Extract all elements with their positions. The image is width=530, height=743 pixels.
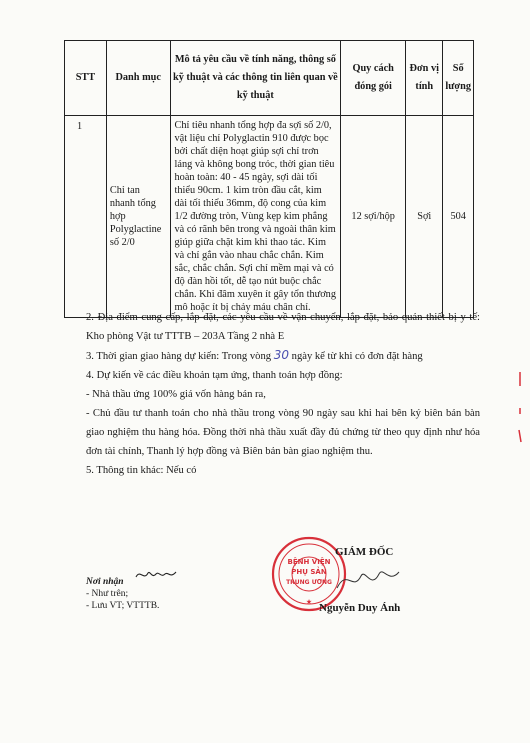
body-section	[86, 308, 480, 480]
recipient-line: - Như trên;	[86, 589, 129, 599]
svg-text:★: ★	[305, 598, 313, 606]
paragraph-other-info: 5. Thông tin khác: Nếu có	[86, 465, 197, 476]
edge-ink-marks	[514, 368, 526, 458]
recipient-line: - Lưu VT; VTTTB.	[86, 601, 160, 611]
header-danh-muc: Danh mục	[106, 41, 170, 116]
header-so-luong: Số lượng	[443, 41, 474, 116]
director-title: GIÁM ĐỐC	[335, 546, 394, 558]
cell-don-vi: Sợi	[406, 116, 443, 318]
delivery-time-suffix: ngày kể từ khi có đơn đặt hàng	[289, 351, 423, 362]
director-signature	[333, 562, 403, 596]
header-don-vi: Đơn vị tính	[406, 41, 443, 116]
header-mo-ta: Mô tả yêu cầu về tính năng, thông số kỹ thuật và các thông tin liên quan về kỹ thuật	[170, 41, 341, 116]
delivery-time-prefix: 3. Thời gian giao hàng dự kiến: Trong vòng	[86, 351, 274, 362]
svg-text:PHỤ SẢN: PHỤ SẢN	[291, 568, 327, 576]
director-name: Nguyễn Duy Ánh	[319, 602, 401, 614]
cell-so-luong: 504	[443, 116, 474, 318]
spec-table	[64, 40, 474, 318]
initials-signature	[134, 567, 178, 583]
svg-text:TRUNG ƯƠNG: TRUNG ƯƠNG	[286, 579, 332, 586]
cell-mo-ta: Chỉ tiêu nhanh tổng hợp đa sợi số 2/0, vật liệu chỉ Polyglactin 910 được bọc bởi chất diện hoạt giúp sợi chỉ trơn láng và không bong tróc, thời gian tiêu hoàn toàn: 40 - 45 ngày, sợi dài tối thiểu 90cm. 1 kim tròn đầu cắt, kim dài tối thiểu 36mm, độ cong của kim 1/2 đường tròn, Vùng kẹp kim phẳng và có rãnh bên trong và ngoài thân kim giúp giữa chặt kim khi thao tác. Kim và chỉ gắn vào nhau chắc chắn. Kim sắc, chắc chắn. Sợi chỉ mềm mại và có độ đàn hồi tốt, dễ tạo nút buộc chắc chắn. Khi đâm xuyên ít gây tổn thương mô hoặc ít bị chảy máu chân chỉ.	[170, 116, 341, 318]
header-quy-cach: Quy cách đóng gói	[341, 41, 406, 116]
recipients-title: Nơi nhận	[86, 577, 124, 587]
table-header-row	[65, 41, 474, 116]
cell-quy-cach: 12 sợi/hộp	[341, 116, 406, 318]
paragraph-delivery-time	[86, 346, 480, 366]
handwritten-days: 30	[273, 348, 289, 362]
cell-stt: 1	[65, 116, 107, 318]
paragraph-payment-schedule: - Chủ đầu tư thanh toán cho nhà thầu trong vòng 90 ngày sau khi hai bên ký biên bản bàn giao nghiệm thu hàng hóa. Đồng thời nhà thầu xuất đầy đủ chứng từ theo quy định như hóa đơn tài chính, Thanh lý hợp đồng và Biên bản bàn giao nghiệm thu.	[86, 408, 480, 457]
header-stt: STT	[65, 41, 107, 116]
svg-text:BỆNH VIỆN: BỆNH VIỆN	[287, 558, 331, 566]
paragraph-delivery-location: 2. Địa điểm cung cấp, lắp đặt, các yêu cầu về vận chuyển, lắp đặt, bảo quản thiết bị y tế: Kho phòng Vật tư TTTB – 203A Tầng 2 nhà E	[86, 312, 480, 342]
signature-block	[275, 546, 435, 646]
cell-danh-muc: Chỉ tan nhanh tổng hợp Polyglactine số 2/0	[106, 116, 170, 318]
table-row	[65, 116, 474, 318]
paragraph-advance: - Nhà thầu ứng 100% giá vốn hàng bán ra,	[86, 389, 266, 400]
paragraph-payment-terms: 4. Dự kiến về các điều khoản tạm ứng, thanh toán hợp đồng:	[86, 370, 343, 381]
